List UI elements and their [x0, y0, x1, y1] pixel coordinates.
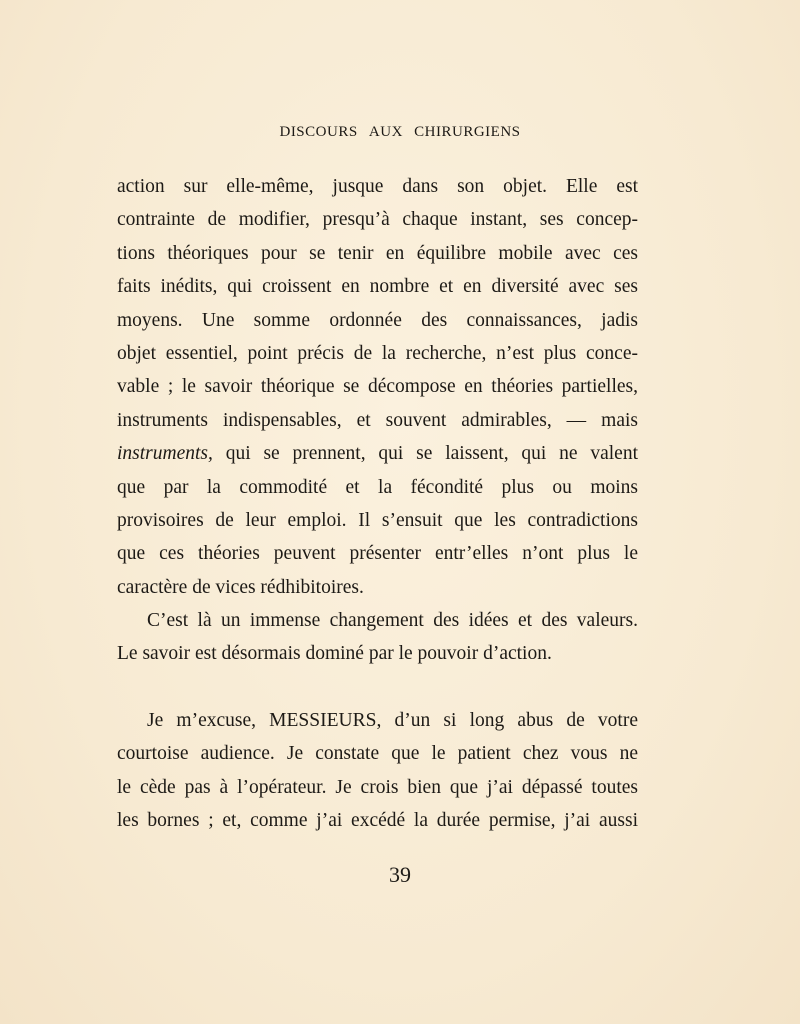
- text-line: contrainte de modifier, presqu’à chaque instant, ses concep-: [117, 209, 638, 231]
- text-line: caractère de vices rédhibitoires.: [117, 576, 364, 598]
- text-line: vable ; le savoir théorique se décompose en théories partielles,: [117, 376, 638, 398]
- text-line: action sur elle-même, jusque dans son objet. Elle est: [117, 176, 638, 197]
- text-line: le cède pas à l’opérateur. Je crois bien que j’ai dépassé toutes: [117, 776, 638, 798]
- italic-word: instruments,: [117, 443, 213, 465]
- text-line: moyens. Une somme ordonnée des connaissances, jadis: [117, 309, 638, 331]
- text-line: tions théoriques pour se tenir en équilibre mobile avec ces: [117, 242, 638, 264]
- page-number: 39: [389, 862, 411, 887]
- running-head-word: CHIRURGIENS: [414, 124, 521, 140]
- text-fragment: qui se prennent, qui se laissent, qui ne valent: [212, 443, 638, 465]
- text-line: C’est là un immense changement des idées et des valeurs.: [147, 610, 638, 632]
- text-line-mixed: [117, 437, 638, 470]
- text-line: objet essentiel, point précis de la recherche, n’est plus conce-: [117, 342, 638, 364]
- running-head: [0, 122, 800, 142]
- text-line: que par la commodité et la fécondité plus ou moins: [117, 476, 638, 498]
- body-text: [117, 170, 638, 837]
- paragraph-gap: [117, 671, 638, 704]
- text-line: instruments indispensables, et souvent admirables, — mais: [117, 409, 638, 431]
- text-line: provisoires de leur emploi. Il s’ensuit que les contradictions: [117, 509, 638, 531]
- text-line: que ces théories peuvent présenter entr’elles n’ont plus le: [117, 543, 638, 565]
- text-line: Je m’excuse, MESSIEURS, d’un si long abus de votre: [147, 709, 638, 731]
- text-line: les bornes ; et, comme j’ai excédé la durée permise, j’ai aussi: [117, 810, 638, 832]
- text-line: faits inédits, qui croissent en nombre et en diversité avec ses: [117, 276, 638, 298]
- running-head-word: DISCOURS: [279, 124, 358, 140]
- text-line: Le savoir est désormais dominé par le pouvoir d’action.: [117, 643, 552, 665]
- running-head-word: AUX: [368, 124, 403, 140]
- text-line: courtoise audience. Je constate que le patient chez vous ne: [117, 743, 638, 765]
